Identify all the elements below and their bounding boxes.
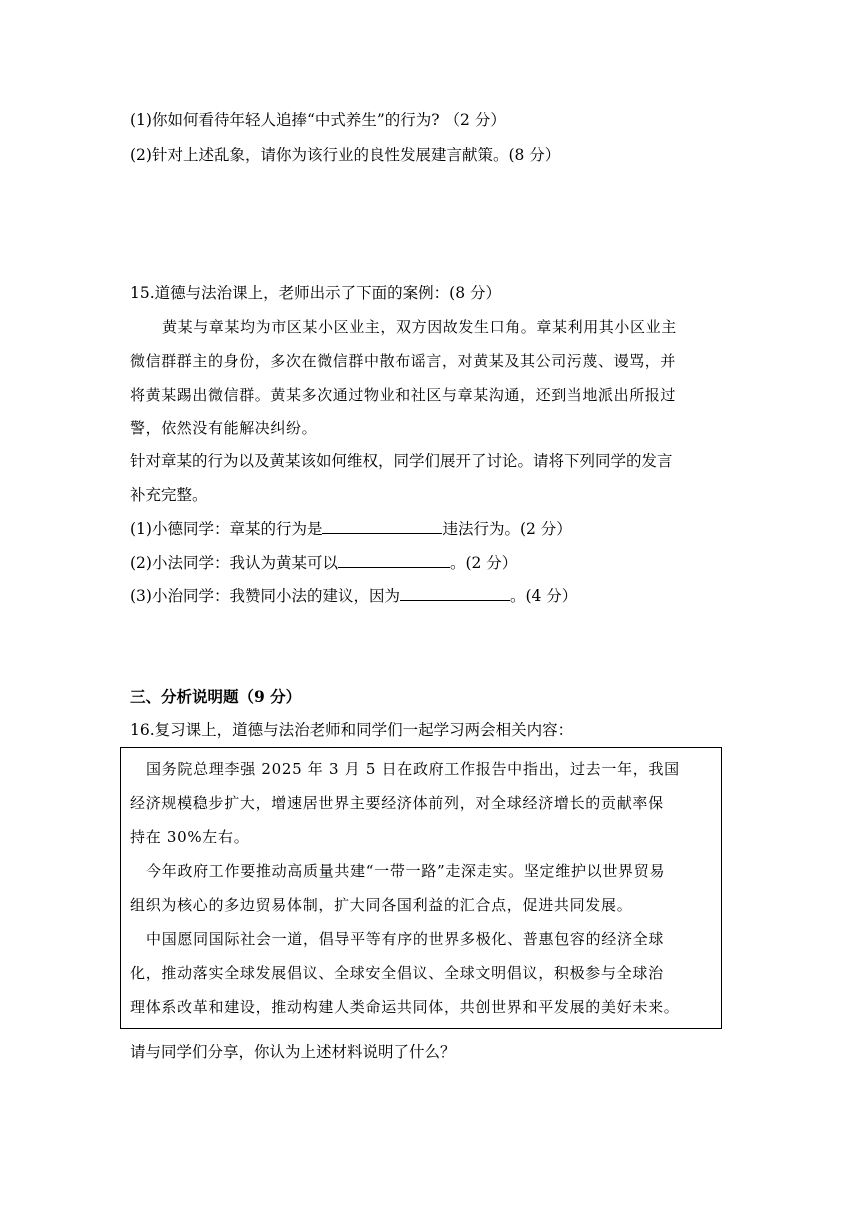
q15-sub2 xyxy=(130,551,517,574)
q15-sub2-score: 。(2 分） xyxy=(449,554,518,572)
q15-title: 15.道德与法治课上，老师出示了下面的案例：(8 分） xyxy=(130,284,501,302)
q15-prompt: 针对章某的行为以及黄某该如何维权，同学们展开了讨论。请将下列同学的发言 xyxy=(130,452,673,470)
q15-case-line: 微信群群主的身份，多次在微信群中散布谣言，对黄某及其公司污蔑、谩骂，并 xyxy=(130,352,677,370)
q15-sub3-text: (3)小治同学：我赞同小法的建议，因为 xyxy=(130,587,400,605)
q15-sub3 xyxy=(130,584,577,607)
material-line: 国务院总理李强 2025 年 3 月 5 日在政府工作报告中指出，过去一年，我国 xyxy=(146,760,680,778)
q14-sub2: (2)针对上述乱象，请你为该行业的良性发展建言献策。(8 分） xyxy=(130,146,561,164)
material-line: 经济规模稳步扩大，增速居世界主要经济体前列，对全球经济增长的贡献率保 xyxy=(130,794,664,812)
material-line: 组织为核心的多边贸易体制，扩大同各国利益的汇合点，促进共同发展。 xyxy=(130,896,633,914)
q15-prompt-cont: 补充完整。 xyxy=(130,486,208,504)
q15-sub1 xyxy=(130,517,572,540)
q16-question: 请与同学们分享，你认为上述材料说明了什么？ xyxy=(130,1043,456,1061)
material-line: 持在 30%左右。 xyxy=(130,828,250,846)
q15-sub1-score: 违法行为。(2 分） xyxy=(442,520,572,538)
q16-title: 16.复习课上，道德与法治老师和同学们一起学习两会相关内容： xyxy=(130,721,574,739)
q15-sub2-text: (2)小法同学：我认为黄某可以 xyxy=(130,554,338,572)
q15-case-line: 黄某与章某均为市区某小区业主，双方因故发生口角。章某利用其小区业主 xyxy=(162,318,677,336)
material-line: 中国愿同国际社会一道，倡导平等有序的世界多极化、普惠包容的经济全球 xyxy=(146,930,665,948)
q15-case-line: 警，依然没有能解决纠纷。 xyxy=(130,419,318,437)
answer-blank-2[interactable] xyxy=(338,551,450,568)
q15-sub3-score: 。(4 分） xyxy=(509,587,578,605)
answer-blank-3[interactable] xyxy=(400,584,510,601)
material-line: 化，推动落实全球发展倡议、全球安全倡议、全球文明倡议，积极参与全球治 xyxy=(130,964,664,982)
q15-sub1-text: (1)小德同学：章某的行为是 xyxy=(130,520,323,538)
material-box xyxy=(120,747,722,1029)
section-heading: 三、分析说明题（9 分） xyxy=(130,687,302,706)
answer-blank-1[interactable] xyxy=(322,517,442,534)
q15-case-line: 将黄某踢出微信群。黄某多次通过物业和社区与章某沟通，还到当地派出所报过 xyxy=(130,386,677,404)
material-line: 理体系改革和建设，推动构建人类命运共同体，共创世界和平发展的美好未来。 xyxy=(130,998,680,1016)
material-line: 今年政府工作要推动高质量共建“一带一路”走深走实。坚定维护以世界贸易 xyxy=(146,862,666,880)
q14-sub1: (1)你如何看待年轻人追捧“中式养生”的行为? （2 分） xyxy=(130,111,506,129)
